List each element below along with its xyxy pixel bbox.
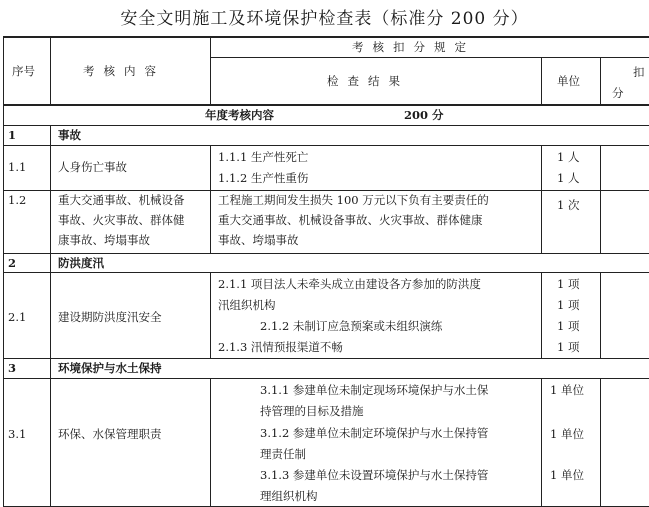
item-content-line: 事故、火灾事故、群体健 bbox=[58, 213, 185, 227]
check-result-line: 工程施工期间发生损失 100 万元以下负有主要责任的 bbox=[218, 193, 489, 207]
check-result-line: 2.1.2 未制订应急预案或未组织演练 bbox=[260, 319, 443, 333]
check-result-line: 重大交通事故、机械设备事故、火灾事故、群体健康 bbox=[218, 213, 483, 227]
unit-value: 1 单位 bbox=[550, 468, 584, 482]
check-result-line: 汛组织机构 bbox=[218, 298, 276, 312]
item-content: 环保、水保管理职责 bbox=[58, 427, 162, 441]
header-unit: 单位 bbox=[557, 74, 580, 88]
item-number: 2.1 bbox=[8, 310, 27, 324]
check-result-line: 事故、垮塌事故 bbox=[218, 233, 299, 247]
check-result-line: 1.1.2 生产性重伤 bbox=[218, 171, 309, 185]
header-deduction-top: 扣 bbox=[633, 65, 645, 79]
check-result-line: 1.1.1 生产性死亡 bbox=[218, 150, 309, 164]
section-title: 事故 bbox=[58, 128, 81, 142]
annual-total-score: 200 分 bbox=[404, 108, 444, 122]
unit-value: 1 人 bbox=[557, 171, 580, 185]
section-number: 2 bbox=[8, 256, 17, 270]
header-assessment-content: 考核内容 bbox=[83, 64, 165, 78]
annual-content-label: 年度考核内容 bbox=[205, 108, 274, 122]
check-result-line: 3.1.3 参建单位未设置环境保护与水土保持管 bbox=[260, 468, 489, 482]
unit-value: 1 次 bbox=[557, 198, 580, 212]
unit-value: 1 人 bbox=[557, 150, 580, 164]
check-result-line: 理组织机构 bbox=[260, 489, 318, 503]
section-title: 防洪度汛 bbox=[58, 256, 104, 270]
unit-value: 1 项 bbox=[557, 298, 580, 312]
item-content-line: 重大交通事故、机械设备 bbox=[58, 193, 185, 207]
section-number: 3 bbox=[8, 361, 17, 375]
check-result-line: 3.1.1 参建单位未制定现场环境保护与水土保 bbox=[260, 383, 489, 397]
unit-value: 1 单位 bbox=[550, 427, 584, 441]
section-title: 环境保护与水土保持 bbox=[58, 361, 162, 375]
check-result-line: 2.1.1 项目法人未牵头成立由建设各方参加的防洪度 bbox=[218, 277, 481, 291]
page-title: 安全文明施工及环境保护检查表（标准分 200 分） bbox=[120, 9, 529, 29]
header-deduction-bottom: 分 bbox=[612, 86, 624, 100]
item-number: 3.1 bbox=[8, 427, 27, 441]
item-number: 1.1 bbox=[8, 160, 27, 174]
check-result-line: 3.1.2 参建单位未制定环境保护与水土保持管 bbox=[260, 426, 489, 440]
item-content: 人身伤亡事故 bbox=[58, 160, 127, 174]
unit-value: 1 单位 bbox=[550, 383, 584, 397]
header-check-result: 检查结果 bbox=[327, 74, 409, 88]
check-result-line: 持管理的目标及措施 bbox=[260, 404, 364, 418]
unit-value: 1 项 bbox=[557, 319, 580, 333]
header-deduction-rules: 考核扣分规定 bbox=[352, 40, 475, 54]
unit-value: 1 项 bbox=[557, 340, 580, 354]
check-result-line: 2.1.3 汛情预报渠道不畅 bbox=[218, 340, 343, 354]
unit-value: 1 项 bbox=[557, 277, 580, 291]
header-serial-number: 序号 bbox=[12, 64, 35, 78]
check-result-line: 理责任制 bbox=[260, 447, 306, 461]
item-content-line: 康事故、垮塌事故 bbox=[58, 233, 150, 247]
item-number: 1.2 bbox=[8, 193, 27, 207]
item-content: 建设期防洪度汛安全 bbox=[58, 310, 162, 324]
section-number: 1 bbox=[8, 128, 17, 142]
